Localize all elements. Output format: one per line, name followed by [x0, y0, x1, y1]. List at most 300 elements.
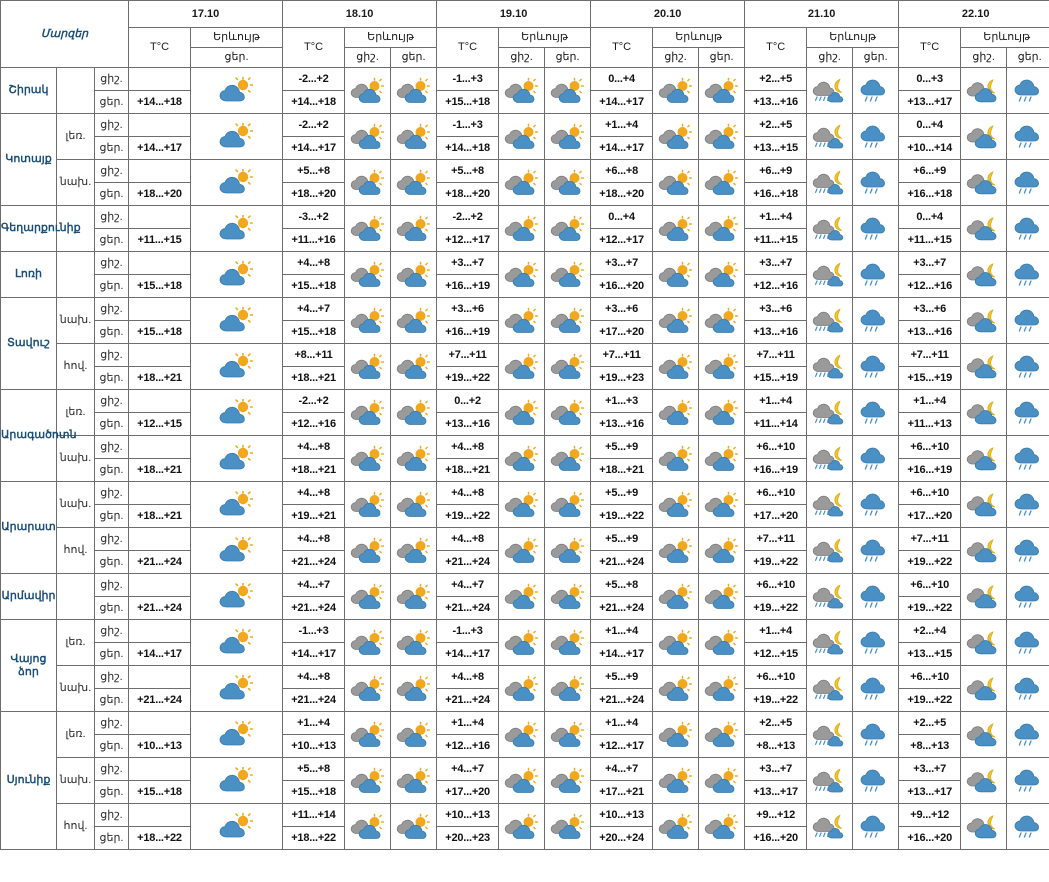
cloud-with-sun-icon [345, 298, 391, 344]
temperature-cell: +1...+4 [745, 390, 807, 413]
temperature-cell: -2...+2 [437, 206, 499, 229]
daynight-label-cell: ցեր. [95, 413, 129, 436]
temperature-cell: 0...+4 [591, 68, 653, 91]
temperature-cell: +4...+8 [283, 528, 345, 551]
table-row [1, 482, 1049, 505]
temperature-cell: +5...+8 [437, 160, 499, 183]
cloud-with-sun-icon [653, 298, 699, 344]
moon-cloud-rain-icon [807, 206, 853, 252]
cloud-with-sun-icon [545, 666, 591, 712]
temperature-cell: +1...+4 [591, 712, 653, 735]
temperature-cell: 0...+4 [899, 114, 961, 137]
temperature-cell: +2...+5 [745, 114, 807, 137]
temperature-cell [129, 160, 191, 183]
marz-header-label: Մարզեր [1, 1, 129, 68]
moon-cloud-icon [961, 758, 1007, 804]
cloud-with-sun-icon [653, 160, 699, 206]
zone-cell: լեռ. [57, 712, 95, 758]
temperature-cell: +14...+17 [283, 643, 345, 666]
moon-cloud-icon [961, 804, 1007, 850]
cloud-with-sun-icon [699, 620, 745, 666]
moon-cloud-rain-icon [807, 390, 853, 436]
cloud-with-sun-icon [391, 482, 437, 528]
temperature-cell: +12...+16 [899, 275, 961, 298]
temperature-cell: +17...+20 [437, 781, 499, 804]
zone-cell: հով. [57, 344, 95, 390]
temperature-cell: +10...+13 [591, 804, 653, 827]
cloud-with-sun-icon [345, 528, 391, 574]
cloud-with-sun-icon [499, 482, 545, 528]
temperature-cell: +18...+21 [283, 367, 345, 390]
daynight-label-cell: ցիշ. [95, 804, 129, 827]
temperature-cell: +4...+7 [591, 758, 653, 781]
temperature-cell: +5...+9 [591, 482, 653, 505]
moon-cloud-icon [961, 528, 1007, 574]
cloud-with-sun-icon [391, 206, 437, 252]
temperature-cell: +16...+20 [899, 827, 961, 850]
cloud-with-sun-icon [545, 528, 591, 574]
temperature-cell: +9...+12 [899, 804, 961, 827]
cloud-with-sun-icon [499, 666, 545, 712]
temperature-cell: +16...+18 [745, 183, 807, 206]
date-header-0: 17.10 [129, 1, 283, 28]
cloud-rain-icon [1007, 620, 1049, 666]
temperature-cell: +19...+21 [283, 505, 345, 528]
temperature-cell: -2...+2 [283, 114, 345, 137]
date-header-4: 21.10 [745, 1, 899, 28]
cloud-rain-icon [853, 666, 899, 712]
cloud-with-sun-icon [391, 390, 437, 436]
temperature-cell: +6...+10 [899, 436, 961, 459]
temperature-cell: 0...+2 [437, 390, 499, 413]
moon-cloud-icon [961, 206, 1007, 252]
moon-cloud-icon [961, 574, 1007, 620]
temperature-cell: +10...+14 [899, 137, 961, 160]
cloud-with-sun-icon [345, 390, 391, 436]
temperature-cell: +15...+18 [283, 275, 345, 298]
sun-behind-cloud-icon [191, 482, 283, 528]
daynight-label-cell: ցիշ. [95, 68, 129, 91]
sun-behind-cloud-icon [191, 252, 283, 298]
precip-col-header-1: Երևույթ [345, 28, 437, 48]
cloud-with-sun-icon [545, 482, 591, 528]
daynight-label-cell: ցիշ. [95, 574, 129, 597]
cloud-rain-icon [853, 390, 899, 436]
cloud-with-sun-icon [545, 160, 591, 206]
cloud-rain-icon [1007, 804, 1049, 850]
temperature-cell: +1...+4 [745, 206, 807, 229]
temperature-cell: +4...+8 [283, 252, 345, 275]
cloud-with-sun-icon [345, 712, 391, 758]
cloud-with-sun-icon [653, 482, 699, 528]
temperature-cell: +20...+24 [591, 827, 653, 850]
temperature-cell: +5...+8 [591, 574, 653, 597]
temperature-cell: +7...+11 [899, 344, 961, 367]
temperature-cell: +12...+16 [437, 735, 499, 758]
temperature-cell: +13...+17 [899, 781, 961, 804]
cloud-rain-icon [1007, 390, 1049, 436]
cloud-rain-icon [1007, 114, 1049, 160]
table-row [1, 620, 1049, 643]
cloud-rain-icon [1007, 344, 1049, 390]
temperature-cell: +11...+15 [745, 229, 807, 252]
cloud-rain-icon [853, 620, 899, 666]
day-header-5: ցիշ. [961, 48, 1007, 68]
temperature-cell: +14...+18 [129, 91, 191, 114]
temperature-cell: +21...+24 [129, 597, 191, 620]
daynight-label-cell: ցիշ. [95, 114, 129, 137]
temperature-cell [129, 206, 191, 229]
moon-cloud-icon [961, 620, 1007, 666]
temperature-cell: +14...+17 [283, 137, 345, 160]
temperature-cell: +18...+21 [129, 505, 191, 528]
cloud-with-sun-icon [545, 206, 591, 252]
cloud-rain-icon [1007, 666, 1049, 712]
temperature-cell: +21...+24 [129, 551, 191, 574]
temperature-cell: +21...+24 [129, 689, 191, 712]
temperature-cell: +21...+24 [437, 551, 499, 574]
cloud-with-sun-icon [545, 252, 591, 298]
temperature-cell: -1...+3 [283, 620, 345, 643]
temperature-cell: +18...+22 [283, 827, 345, 850]
daynight-label-cell: ցեր. [95, 459, 129, 482]
temperature-cell: +7...+11 [745, 344, 807, 367]
cloud-rain-icon [1007, 712, 1049, 758]
temperature-cell: +15...+18 [129, 275, 191, 298]
cloud-with-sun-icon [499, 68, 545, 114]
temperature-cell: +11...+16 [283, 229, 345, 252]
marz-name-cell: Գեղարքունիք [1, 206, 57, 252]
date-header-2: 19.10 [437, 1, 591, 28]
cloud-rain-icon [853, 574, 899, 620]
moon-cloud-rain-icon [807, 114, 853, 160]
cloud-rain-icon [853, 298, 899, 344]
temperature-cell: +1...+4 [899, 390, 961, 413]
moon-cloud-rain-icon [807, 482, 853, 528]
cloud-with-sun-icon [545, 620, 591, 666]
temperature-cell: +19...+22 [899, 689, 961, 712]
temperature-cell: +4...+7 [437, 758, 499, 781]
temperature-cell: +5...+8 [283, 160, 345, 183]
cloud-with-sun-icon [653, 436, 699, 482]
temperature-cell [129, 574, 191, 597]
temperature-cell: +10...+13 [283, 735, 345, 758]
moon-cloud-rain-icon [807, 712, 853, 758]
daynight-label-cell: ցիշ. [95, 436, 129, 459]
temperature-cell: +10...+13 [129, 735, 191, 758]
temperature-cell: +16...+19 [745, 459, 807, 482]
cloud-with-sun-icon [653, 390, 699, 436]
daynight-label-cell: ցեր. [95, 689, 129, 712]
temperature-cell: +15...+19 [745, 367, 807, 390]
cloud-with-sun-icon [699, 482, 745, 528]
temperature-cell: +6...+10 [745, 574, 807, 597]
moon-cloud-rain-icon [807, 620, 853, 666]
temperature-cell: +15...+18 [283, 781, 345, 804]
daynight-label-cell: ցեր. [95, 275, 129, 298]
precip-col-header-3: Երևույթ [653, 28, 745, 48]
temperature-cell: +18...+20 [437, 183, 499, 206]
temperature-cell [129, 298, 191, 321]
temperature-cell: +13...+17 [899, 91, 961, 114]
temperature-cell: +13...+15 [899, 643, 961, 666]
zone-cell-empty [57, 68, 95, 114]
sun-behind-cloud-icon [191, 528, 283, 574]
daynight-label-cell: ցեր. [95, 183, 129, 206]
cloud-with-sun-icon [499, 574, 545, 620]
cloud-with-sun-icon [345, 436, 391, 482]
date-header-5: 22.10 [899, 1, 1049, 28]
temperature-cell: +16...+19 [899, 459, 961, 482]
cloud-rain-icon [853, 712, 899, 758]
cloud-with-sun-icon [391, 252, 437, 298]
cloud-with-sun-icon [653, 114, 699, 160]
zone-cell: լեռ. [57, 620, 95, 666]
moon-cloud-rain-icon [807, 666, 853, 712]
cloud-with-sun-icon [499, 252, 545, 298]
cloud-rain-icon [853, 114, 899, 160]
temperature-cell: +3...+7 [437, 252, 499, 275]
cloud-with-sun-icon [345, 758, 391, 804]
temperature-cell: +7...+11 [591, 344, 653, 367]
temperature-cell: +14...+17 [129, 137, 191, 160]
cloud-with-sun-icon [653, 252, 699, 298]
temperature-cell: +1...+4 [437, 712, 499, 735]
table-row [1, 344, 1049, 367]
cloud-with-sun-icon [391, 804, 437, 850]
table-row [1, 252, 1049, 275]
cloud-with-sun-icon [699, 436, 745, 482]
temperature-cell [129, 712, 191, 735]
cloud-with-sun-icon [391, 160, 437, 206]
cloud-with-sun-icon [545, 758, 591, 804]
temperature-cell: +6...+10 [745, 482, 807, 505]
cloud-rain-icon [1007, 574, 1049, 620]
temperature-cell: +15...+18 [437, 91, 499, 114]
daynight-label-cell: ցեր. [95, 781, 129, 804]
daynight-label-cell: ցեր. [95, 643, 129, 666]
cloud-rain-icon [1007, 68, 1049, 114]
temperature-cell: +19...+22 [591, 505, 653, 528]
moon-cloud-icon [961, 160, 1007, 206]
daynight-label-cell: ցեր. [95, 505, 129, 528]
cloud-with-sun-icon [345, 666, 391, 712]
cloud-with-sun-icon [345, 482, 391, 528]
temperature-cell: +16...+18 [899, 183, 961, 206]
temperature-cell: 0...+4 [899, 206, 961, 229]
table-body [1, 68, 1049, 850]
temperature-cell: 0...+4 [591, 206, 653, 229]
table-header [1, 1, 1049, 68]
temperature-cell: -3...+2 [283, 206, 345, 229]
temperature-cell: +4...+8 [283, 666, 345, 689]
temperature-cell: +14...+18 [283, 91, 345, 114]
temperature-cell: +21...+24 [437, 689, 499, 712]
cloud-with-sun-icon [653, 758, 699, 804]
cloud-with-sun-icon [653, 574, 699, 620]
daynight-label-cell: ցիշ. [95, 252, 129, 275]
temperature-cell: +18...+21 [129, 367, 191, 390]
daynight-label-cell: ցիշ. [95, 712, 129, 735]
cloud-rain-icon [1007, 482, 1049, 528]
cloud-with-sun-icon [391, 666, 437, 712]
temperature-cell: +3...+7 [899, 758, 961, 781]
cloud-rain-icon [1007, 436, 1049, 482]
cloud-with-sun-icon [345, 574, 391, 620]
moon-cloud-icon [961, 68, 1007, 114]
moon-cloud-rain-icon [807, 436, 853, 482]
temperature-cell [129, 344, 191, 367]
temperature-cell: +16...+20 [745, 827, 807, 850]
temperature-cell: +3...+6 [745, 298, 807, 321]
temperature-cell: +6...+10 [745, 666, 807, 689]
night-header-5: ցեր. [1007, 48, 1049, 68]
moon-cloud-rain-icon [807, 758, 853, 804]
table-row [1, 528, 1049, 551]
temperature-cell: +18...+21 [129, 459, 191, 482]
cloud-rain-icon [1007, 160, 1049, 206]
temperature-cell: +1...+4 [283, 712, 345, 735]
temperature-cell: +7...+11 [899, 528, 961, 551]
cloud-with-sun-icon [699, 206, 745, 252]
zone-cell-empty [57, 574, 95, 620]
temperature-cell: +18...+20 [129, 183, 191, 206]
temperature-cell: +6...+9 [899, 160, 961, 183]
temperature-cell: +8...+13 [745, 735, 807, 758]
temperature-cell [129, 390, 191, 413]
sun-behind-cloud-icon [191, 114, 283, 160]
cloud-with-sun-icon [391, 298, 437, 344]
sun-behind-cloud-icon [191, 712, 283, 758]
temp-col-header-4: T°C [745, 28, 807, 68]
temperature-cell [129, 114, 191, 137]
cloud-with-sun-icon [545, 114, 591, 160]
moon-cloud-icon [961, 436, 1007, 482]
daynight-label-cell: ցիշ. [95, 298, 129, 321]
temperature-cell: +12...+17 [591, 735, 653, 758]
temperature-cell: +21...+24 [591, 551, 653, 574]
temp-col-header-5: T°C [899, 28, 961, 68]
cloud-with-sun-icon [545, 712, 591, 758]
temperature-cell: +4...+7 [283, 298, 345, 321]
cloud-with-sun-icon [345, 344, 391, 390]
temperature-cell: +6...+10 [745, 436, 807, 459]
moon-cloud-rain-icon [807, 160, 853, 206]
cloud-with-sun-icon [653, 344, 699, 390]
temperature-cell: -2...+2 [283, 390, 345, 413]
sun-behind-cloud-icon [191, 390, 283, 436]
cloud-with-sun-icon [345, 114, 391, 160]
temperature-cell: +19...+22 [437, 505, 499, 528]
cloud-with-sun-icon [699, 712, 745, 758]
cloud-with-sun-icon [699, 390, 745, 436]
temperature-cell: +18...+21 [591, 459, 653, 482]
temperature-cell [129, 68, 191, 91]
temperature-cell: +21...+24 [283, 597, 345, 620]
temperature-cell: +5...+9 [591, 528, 653, 551]
temperature-cell: +2...+5 [745, 712, 807, 735]
cloud-with-sun-icon [345, 68, 391, 114]
cloud-with-sun-icon [699, 160, 745, 206]
zone-cell: նախ. [57, 482, 95, 528]
temperature-cell: +1...+4 [745, 620, 807, 643]
temperature-cell: +18...+20 [591, 183, 653, 206]
daynight-label-cell: ցիշ. [95, 344, 129, 367]
daynight-label-cell: ցիշ. [95, 528, 129, 551]
daynight-label-cell: ցիշ. [95, 390, 129, 413]
temperature-cell: +13...+16 [745, 91, 807, 114]
cloud-with-sun-icon [391, 712, 437, 758]
temperature-cell: +4...+8 [437, 528, 499, 551]
cloud-rain-icon [853, 206, 899, 252]
moon-cloud-icon [961, 252, 1007, 298]
table-row [1, 666, 1049, 689]
temperature-cell: +4...+8 [437, 666, 499, 689]
temperature-cell: +3...+7 [745, 758, 807, 781]
cloud-with-sun-icon [499, 298, 545, 344]
temperature-cell: +20...+23 [437, 827, 499, 850]
cloud-with-sun-icon [653, 804, 699, 850]
table-row [1, 68, 1049, 91]
daynight-label-cell: ցիշ. [95, 160, 129, 183]
cloud-with-sun-icon [653, 666, 699, 712]
cloud-with-sun-icon [545, 298, 591, 344]
temperature-cell: +3...+7 [745, 252, 807, 275]
cloud-with-sun-icon [499, 160, 545, 206]
temperature-cell: +8...+11 [283, 344, 345, 367]
temperature-cell: +21...+24 [283, 551, 345, 574]
marz-name-cell: Լոռի [1, 252, 57, 298]
table-row [1, 390, 1049, 413]
temperature-cell: +17...+20 [591, 321, 653, 344]
moon-cloud-rain-icon [807, 298, 853, 344]
temperature-cell: +21...+24 [437, 597, 499, 620]
cloud-with-sun-icon [499, 344, 545, 390]
temperature-cell: +3...+6 [591, 298, 653, 321]
marz-name-cell: Արագածոտն [1, 390, 57, 482]
cloud-with-sun-icon [545, 436, 591, 482]
sun-behind-cloud-icon [191, 574, 283, 620]
table-row [1, 206, 1049, 229]
cloud-with-sun-icon [345, 206, 391, 252]
moon-cloud-rain-icon [807, 528, 853, 574]
zone-cell: նախ. [57, 436, 95, 482]
moon-cloud-rain-icon [807, 252, 853, 298]
table-row [1, 160, 1049, 183]
temperature-cell: +14...+17 [129, 643, 191, 666]
temp-col-header-3: T°C [591, 28, 653, 68]
temperature-cell: +16...+19 [437, 321, 499, 344]
temperature-cell: +14...+17 [437, 643, 499, 666]
temperature-cell: +12...+15 [129, 413, 191, 436]
temperature-cell: +2...+4 [899, 620, 961, 643]
temperature-cell: +9...+12 [745, 804, 807, 827]
date-header-3: 20.10 [591, 1, 745, 28]
temperature-cell: +5...+9 [591, 436, 653, 459]
moon-cloud-icon [961, 344, 1007, 390]
table-row [1, 298, 1049, 321]
cloud-with-sun-icon [345, 620, 391, 666]
cloud-with-sun-icon [345, 160, 391, 206]
temperature-cell: +3...+7 [899, 252, 961, 275]
precip-col-header-5: Երևույթ [961, 28, 1049, 48]
daynight-label-cell: ցեր. [95, 321, 129, 344]
temperature-cell: +13...+16 [437, 413, 499, 436]
cloud-with-sun-icon [699, 528, 745, 574]
cloud-with-sun-icon [699, 298, 745, 344]
daynight-label-cell: ցեր. [95, 827, 129, 850]
moon-cloud-icon [961, 298, 1007, 344]
